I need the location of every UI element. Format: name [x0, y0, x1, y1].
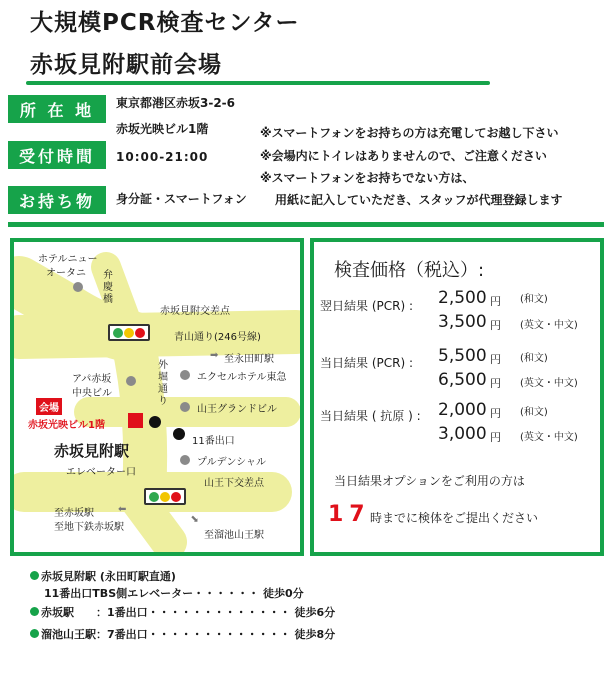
title-underline [26, 81, 490, 85]
address-line-2: 赤坂光映ビル1階 [116, 122, 209, 136]
note-4: 用紙に記入していただき、スタッフが代理登録します [275, 193, 563, 207]
landmark-dot-sanno-grand [180, 402, 190, 412]
access-line-4: 溜池山王駅：7番出口・・・・・・・・・・・・・ 徒歩8分 [30, 626, 335, 642]
landmark-dot-hotel [73, 282, 83, 292]
price-row-label: 当日結果 ( 抗原 ) : [320, 409, 421, 423]
label-to-tameike: 至溜池山王駅 [204, 530, 264, 541]
option-deadline-hour: 17 [328, 502, 371, 527]
hours-label: 受付時間 [8, 141, 106, 169]
label-benkei-bridge: 弁慶橋 [103, 270, 113, 305]
landmark-dot-prudential [180, 455, 190, 465]
price-kind: (英文・中文) [520, 432, 578, 443]
price-unit: 円 [490, 377, 501, 390]
label-elevator: エレベーター口 [66, 467, 136, 478]
note-3: ※スマートフォンをお持ちでない方は、 [260, 171, 475, 185]
hours-value: 10:00-21:00 [116, 150, 209, 164]
label-hotel-new-otani-1: ホテルニュー [38, 254, 98, 265]
traffic-signal-mitsuke-icon [108, 324, 150, 341]
price-unit: 円 [490, 295, 501, 308]
bullet-icon [30, 571, 39, 580]
label-hotel-new-otani-2: オータニ [46, 268, 86, 279]
exit-11-dot-icon [173, 428, 185, 440]
label-sanno-shita-crossing: 山王下交差点 [204, 478, 264, 489]
traffic-signal-sanno-shita-icon [144, 488, 186, 505]
price-panel [310, 238, 604, 556]
price-kind: (和文) [520, 353, 548, 364]
bullet-icon [30, 607, 39, 616]
label-venue-building: 赤坂光映ビル1階 [28, 420, 105, 431]
price-unit: 円 [490, 353, 501, 366]
label-sotobori-dori: 外堀通り [158, 360, 168, 407]
price-value: 3,500 [438, 312, 487, 332]
items-value: 身分証・スマートフォン [116, 192, 247, 206]
option-line-2: 時までに検体をご提出ください [370, 511, 539, 525]
price-kind: (和文) [520, 294, 548, 305]
label-prudential: プルデンシャル [197, 457, 266, 468]
price-value: 2,000 [438, 400, 487, 420]
option-line-1: 当日結果オプションをご利用の方は [334, 474, 525, 488]
arrow-icon: ➡ [187, 512, 202, 527]
price-row-label: 当日結果 (PCR) : [320, 356, 413, 370]
label-sanno-grand: 山王グランドビル [197, 404, 277, 415]
section-divider [8, 222, 604, 227]
page-title: 大規模PCR検査センター [30, 10, 300, 36]
price-value: 6,500 [438, 370, 487, 390]
label-to-nagatacho: 至永田町駅 [224, 354, 274, 365]
items-label: お持ち物 [8, 186, 106, 214]
price-unit: 円 [490, 431, 501, 444]
access-line-3: 赤坂駅 ：1番出口・・・・・・・・・・・・・ 徒歩6分 [30, 604, 335, 620]
arrow-icon: ➡ [210, 350, 219, 361]
note-1: ※スマートフォンをお持ちの方は充電してお越し下さい [260, 126, 559, 140]
arrow-icon: ⬅ [118, 504, 127, 515]
price-kind: (和文) [520, 407, 548, 418]
price-kind: (英文・中文) [520, 378, 578, 389]
label-akasaka-mitsuke-crossing: 赤坂見附交差点 [160, 306, 230, 317]
venue-marker-icon [128, 413, 143, 428]
price-value: 2,500 [438, 288, 487, 308]
label-excel-hotel: エクセルホテル東急 [197, 372, 287, 383]
access-line-2: 11番出口TBS側エレベーター・・・・・・ 徒歩0分 [44, 587, 304, 600]
price-kind: (英文・中文) [520, 320, 578, 331]
label-aoyama-dori: 青山通り(246号線) [174, 332, 261, 343]
price-value: 5,500 [438, 346, 487, 366]
label-to-akasaka-1: 至赤坂駅 [54, 508, 94, 519]
address-label: 所 在 地 [8, 95, 106, 123]
label-apa-hotel-1: アパ赤坂 [72, 374, 112, 385]
price-row-label: 翌日結果 (PCR) : [320, 299, 413, 313]
station-dot-icon [149, 416, 161, 428]
note-2: ※会場内にトイレはありませんので、ご注意ください [260, 149, 547, 163]
venue-tag: 会場 [36, 398, 62, 415]
landmark-dot-excel [180, 370, 190, 380]
landmark-dot-apa [126, 376, 136, 386]
price-value: 3,000 [438, 424, 487, 444]
label-exit-11: 11番出口 [192, 436, 235, 447]
address-line-1: 東京都港区赤坂3-2-6 [116, 96, 236, 110]
price-unit: 円 [490, 407, 501, 420]
price-title: 検査価格（税込）: [334, 260, 485, 281]
label-apa-hotel-2: 中央ビル [72, 388, 112, 399]
bullet-icon [30, 629, 39, 638]
area-map [10, 238, 304, 556]
label-to-akasaka-2: 至地下鉄赤坂駅 [54, 522, 124, 533]
page-subtitle: 赤坂見附駅前会場 [30, 52, 222, 78]
access-line-1: 赤坂見附駅 (永田町駅直通) [30, 568, 176, 584]
label-station-name: 赤坂見附駅 [54, 442, 130, 460]
price-unit: 円 [490, 319, 501, 332]
